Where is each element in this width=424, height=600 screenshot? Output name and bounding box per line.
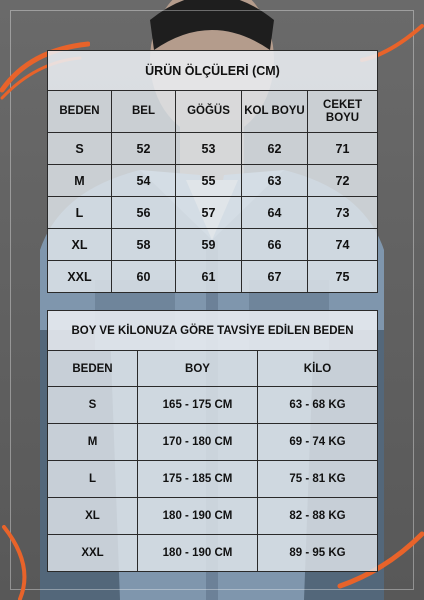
table-row [48,261,378,293]
size-header-kol-boyu: KOL BOYU [242,91,308,133]
size-cell: 52 [112,133,176,165]
size-cell: 53 [176,133,242,165]
recommend-cell: S [48,387,138,424]
size-cell: 63 [242,165,308,197]
size-cell: 66 [242,229,308,261]
size-cell: M [48,165,112,197]
recommend-cell: XL [48,498,138,535]
table-row [48,461,378,498]
size-cell: L [48,197,112,229]
recommend-cell: M [48,424,138,461]
size-table-title: ÜRÜN ÖLÇÜLERİ (CM) [48,51,378,91]
table-row [48,165,378,197]
recommend-table-title: BOY VE KİLONUZA GÖRE TAVSİYE EDİLEN BEDEN [48,311,378,351]
orange-swoosh-decoration [0,525,40,600]
recommend-cell: 63 - 68 KG [258,387,378,424]
size-cell: 67 [242,261,308,293]
size-cell: XXL [48,261,112,293]
recommend-cell: XXL [48,535,138,572]
recommended-size-table [47,310,378,572]
size-header-bel: BEL [112,91,176,133]
size-cell: S [48,133,112,165]
recommend-cell: 170 - 180 CM [138,424,258,461]
recommend-header-beden: BEDEN [48,351,138,387]
table-row [48,387,378,424]
recommend-cell: L [48,461,138,498]
size-header-ceket-boyu: CEKET BOYU [308,91,378,133]
size-header-beden: BEDEN [48,91,112,133]
table-row [48,229,378,261]
size-cell: 56 [112,197,176,229]
size-cell: 54 [112,165,176,197]
size-cell: 62 [242,133,308,165]
size-cell: 72 [308,165,378,197]
size-cell: 75 [308,261,378,293]
size-cell: 55 [176,165,242,197]
size-cell: 71 [308,133,378,165]
recommend-cell: 180 - 190 CM [138,498,258,535]
table-row [48,535,378,572]
product-size-table [47,50,378,293]
recommend-cell: 180 - 190 CM [138,535,258,572]
recommend-cell: 75 - 81 KG [258,461,378,498]
recommend-cell: 89 - 95 KG [258,535,378,572]
size-cell: XL [48,229,112,261]
table-row [48,424,378,461]
size-cell: 60 [112,261,176,293]
size-header-gogus: GÖĞÜS [176,91,242,133]
size-cell: 64 [242,197,308,229]
table-row [48,498,378,535]
size-cell: 74 [308,229,378,261]
recommend-cell: 82 - 88 KG [258,498,378,535]
size-cell: 73 [308,197,378,229]
recommend-cell: 165 - 175 CM [138,387,258,424]
size-cell: 57 [176,197,242,229]
table-row [48,197,378,229]
size-cell: 61 [176,261,242,293]
size-cell: 58 [112,229,176,261]
size-cell: 59 [176,229,242,261]
recommend-cell: 69 - 74 KG [258,424,378,461]
recommend-cell: 175 - 185 CM [138,461,258,498]
table-row [48,133,378,165]
recommend-header-kilo: KİLO [258,351,378,387]
recommend-header-boy: BOY [138,351,258,387]
